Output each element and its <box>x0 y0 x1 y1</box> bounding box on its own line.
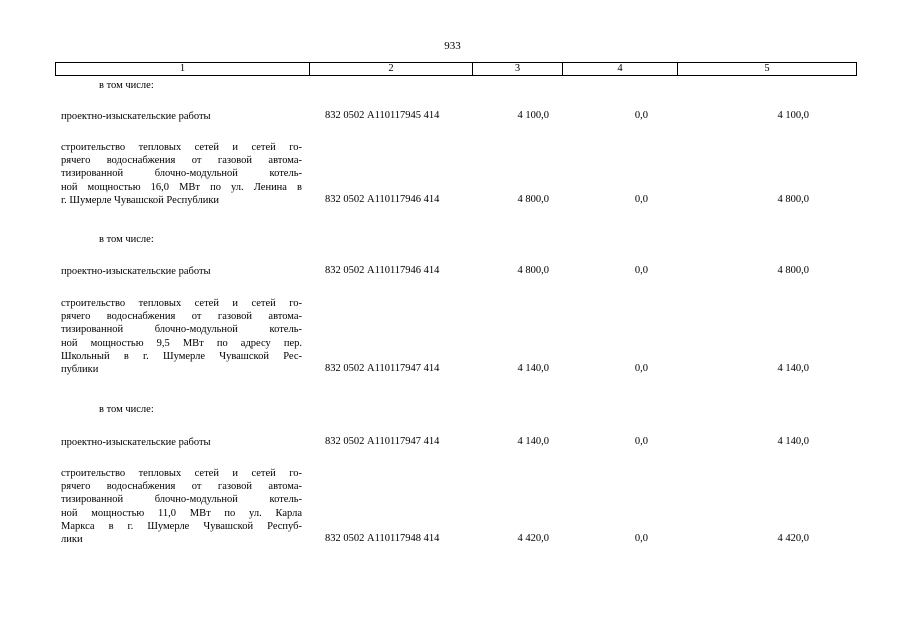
value-col-5: 4 420,0 <box>777 533 809 544</box>
value-col-3: 4 800,0 <box>517 193 549 205</box>
value-col-3: 4 100,0 <box>517 110 549 121</box>
value-col-5: 4 140,0 <box>777 436 809 447</box>
column-header-4: 4 <box>563 63 678 75</box>
budget-code: 832 0502 А110117946 414 <box>325 265 440 276</box>
row-description <box>61 141 302 207</box>
value-col-3: 4 140,0 <box>517 436 549 447</box>
row-description <box>61 110 302 123</box>
budget-code: 832 0502 А110117945 414 <box>325 110 440 121</box>
description-line: строительство тепловых сетей и сетей го- <box>61 468 302 479</box>
page-number: 933 <box>444 40 461 52</box>
column-header-1: 1 <box>56 63 310 75</box>
value-col-4: 0,0 <box>634 110 648 121</box>
value-col-5: 4 800,0 <box>777 193 809 205</box>
value-col-3: 4 800,0 <box>517 265 549 276</box>
value-col-3: 4 420,0 <box>517 533 549 544</box>
description-line: ной мощностью 11,0 МВт по ул. Карла <box>61 507 302 519</box>
description-line: лики <box>61 534 83 546</box>
value-col-5: 4 140,0 <box>777 363 809 374</box>
description-line: публики <box>61 364 99 376</box>
value-col-5: 4 100,0 <box>777 110 809 121</box>
description-line: тизированной блочно-модульной котель- <box>61 324 302 336</box>
budget-code: 832 0502 А110117947 414 <box>325 363 440 374</box>
description-line: Школьный в г. Шумерле Чувашской Рес- <box>61 350 302 362</box>
column-header-5: 5 <box>764 63 770 74</box>
description-line: г. Шумерле Чувашской Республики <box>61 194 220 206</box>
budget-code: 832 0502 А110117947 414 <box>325 436 440 447</box>
description-line: строительство тепловых сетей и сетей го- <box>61 298 302 309</box>
row-description <box>61 297 302 376</box>
column-header-3: 3 <box>473 63 563 75</box>
description-line: строительство тепловых сетей и сетей го- <box>61 142 302 153</box>
description-line: ной мощностью 9,5 МВт по адресу пер. <box>61 337 302 349</box>
description-line: проектно-изыскательские работы <box>61 437 211 448</box>
description-line: ной мощностью 16,0 МВт по ул. Ленина в <box>61 181 302 193</box>
value-col-3: 4 140,0 <box>517 363 549 374</box>
description-line: Маркса в г. Шумерле Чувашской Респуб- <box>61 520 302 532</box>
table-header <box>55 62 857 76</box>
description-line: тизированной блочно-модульной котель- <box>61 494 302 506</box>
description-line: проектно-изыскательские работы <box>61 111 211 122</box>
value-col-4: 0,0 <box>634 265 648 276</box>
row-description <box>61 436 302 449</box>
subheading-label: в том числе: <box>99 80 154 91</box>
row-description <box>61 265 302 278</box>
value-col-4: 0,0 <box>634 363 648 374</box>
column-header-2: 2 <box>310 63 473 75</box>
budget-code: 832 0502 А110117946 414 <box>325 193 440 205</box>
value-col-5: 4 800,0 <box>777 265 809 276</box>
budget-code: 832 0502 А110117948 414 <box>325 533 440 544</box>
value-col-4: 0,0 <box>634 193 648 205</box>
description-line: рячего водоснабжения от газовой автома- <box>61 155 302 167</box>
description-line: проектно-изыскательские работы <box>61 266 211 277</box>
description-line: рячего водоснабжения от газовой автома- <box>61 481 302 493</box>
value-col-4: 0,0 <box>634 533 648 544</box>
subheading-label: в том числе: <box>99 234 154 245</box>
value-col-4: 0,0 <box>634 436 648 447</box>
description-line: тизированной блочно-модульной котель- <box>61 168 302 180</box>
row-description <box>61 467 302 546</box>
description-line: рячего водоснабжения от газовой автома- <box>61 311 302 323</box>
subheading-label: в том числе: <box>99 404 154 415</box>
